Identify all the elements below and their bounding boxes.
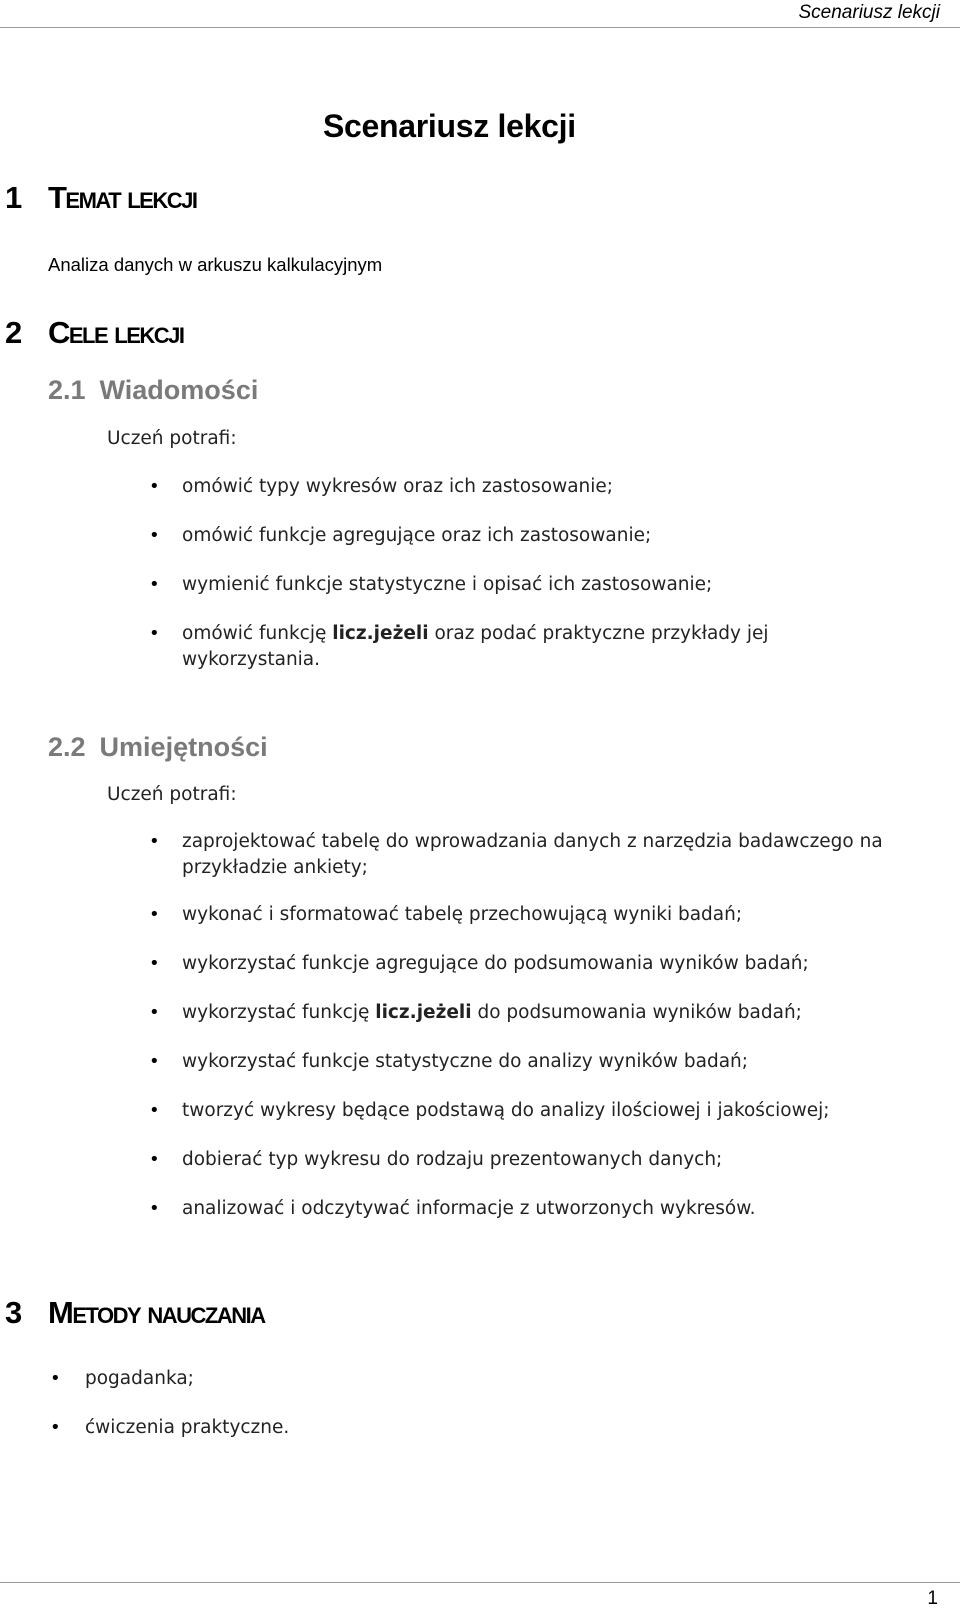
function-name: licz.jeżeli xyxy=(375,1002,472,1023)
bullet-icon: • xyxy=(50,1417,61,1438)
list-item: • wykonać i sformatować tabelę przechowującą wyniki badań; xyxy=(182,902,942,928)
subsection-heading-2-1 xyxy=(48,375,258,406)
list-item: • wymienić funkcje statystyczne i opisać ich zastosowanie; xyxy=(182,572,942,598)
document-title: Scenariusz lekcji xyxy=(323,108,576,144)
bullet-icon: • xyxy=(149,1149,160,1170)
running-title: Scenariusz lekcji xyxy=(798,2,940,23)
list-item: • wykorzystać funkcje agregujące do podsumowania wyników badań; xyxy=(182,951,942,977)
bullet-icon: • xyxy=(149,1051,160,1072)
bullet-icon: • xyxy=(149,953,160,974)
bullet-icon: • xyxy=(149,574,160,595)
section-title: Cele lekcji xyxy=(48,315,184,350)
bullet-icon: • xyxy=(149,1100,160,1121)
list-item: • analizować i odczytywać informacje z utworzonych wykresów. xyxy=(182,1196,942,1222)
list-item: • wykorzystać funkcje statystyczne do analizy wyników badań; xyxy=(182,1049,942,1075)
subsection-title: Wiadomości xyxy=(99,375,259,405)
list-item: • ćwiczenia praktyczne. xyxy=(85,1415,845,1441)
list-item: • omówić typy wykresów oraz ich zastosowanie; xyxy=(182,474,942,500)
list-item: • pogadanka; xyxy=(85,1366,845,1392)
bullet-icon: • xyxy=(149,476,160,497)
section-title: Temat lekcji xyxy=(48,180,197,215)
page-number: 1 xyxy=(927,1588,938,1609)
lead-text: Uczeń potrafi: xyxy=(107,784,237,805)
subsection-number: 2.2 xyxy=(48,732,86,762)
list-item: • tworzyć wykresy będące podstawą do analizy ilościowej i jakościowej; xyxy=(182,1098,942,1124)
bullet-icon: • xyxy=(149,831,160,852)
bullet-icon: • xyxy=(149,525,160,546)
bullet-icon: • xyxy=(149,1002,160,1023)
subsection-heading-2-2 xyxy=(48,732,268,763)
section-number: 1 xyxy=(5,180,21,215)
list-item: • dobierać typ wykresu do rodzaju prezentowanych danych; xyxy=(182,1147,942,1173)
lead-text: Uczeń potrafi: xyxy=(107,428,237,449)
bullet-icon: • xyxy=(149,623,160,644)
bullet-icon: • xyxy=(149,904,160,925)
page-header xyxy=(0,0,960,28)
list-item: • zaprojektować tabelę do wprowadzania danych z narzędzia badawczego na przykładzie ankiety; xyxy=(149,831,883,878)
subsection-title: Umiejętności xyxy=(99,732,268,762)
section-title: Metody nauczania xyxy=(48,1295,265,1330)
function-name: licz.jeżeli xyxy=(332,623,429,644)
list-item: • omówić funkcje agregujące oraz ich zastosowanie; xyxy=(182,523,942,549)
bullet-icon: • xyxy=(149,1198,160,1219)
list-item: • omówić funkcję licz.jeżeli oraz podać praktyczne przykłady jej wykorzystania. xyxy=(149,623,769,670)
section-number: 2 xyxy=(5,315,21,350)
list-item: • wykorzystać funkcję licz.jeżeli do podsumowania wyników badań; xyxy=(182,1000,942,1026)
lesson-topic: Analiza danych w arkuszu kalkulacyjnym xyxy=(48,254,383,275)
bullet-icon: • xyxy=(50,1368,61,1389)
section-number: 3 xyxy=(5,1295,21,1330)
footer-rule xyxy=(0,1582,960,1583)
subsection-number: 2.1 xyxy=(48,375,86,405)
